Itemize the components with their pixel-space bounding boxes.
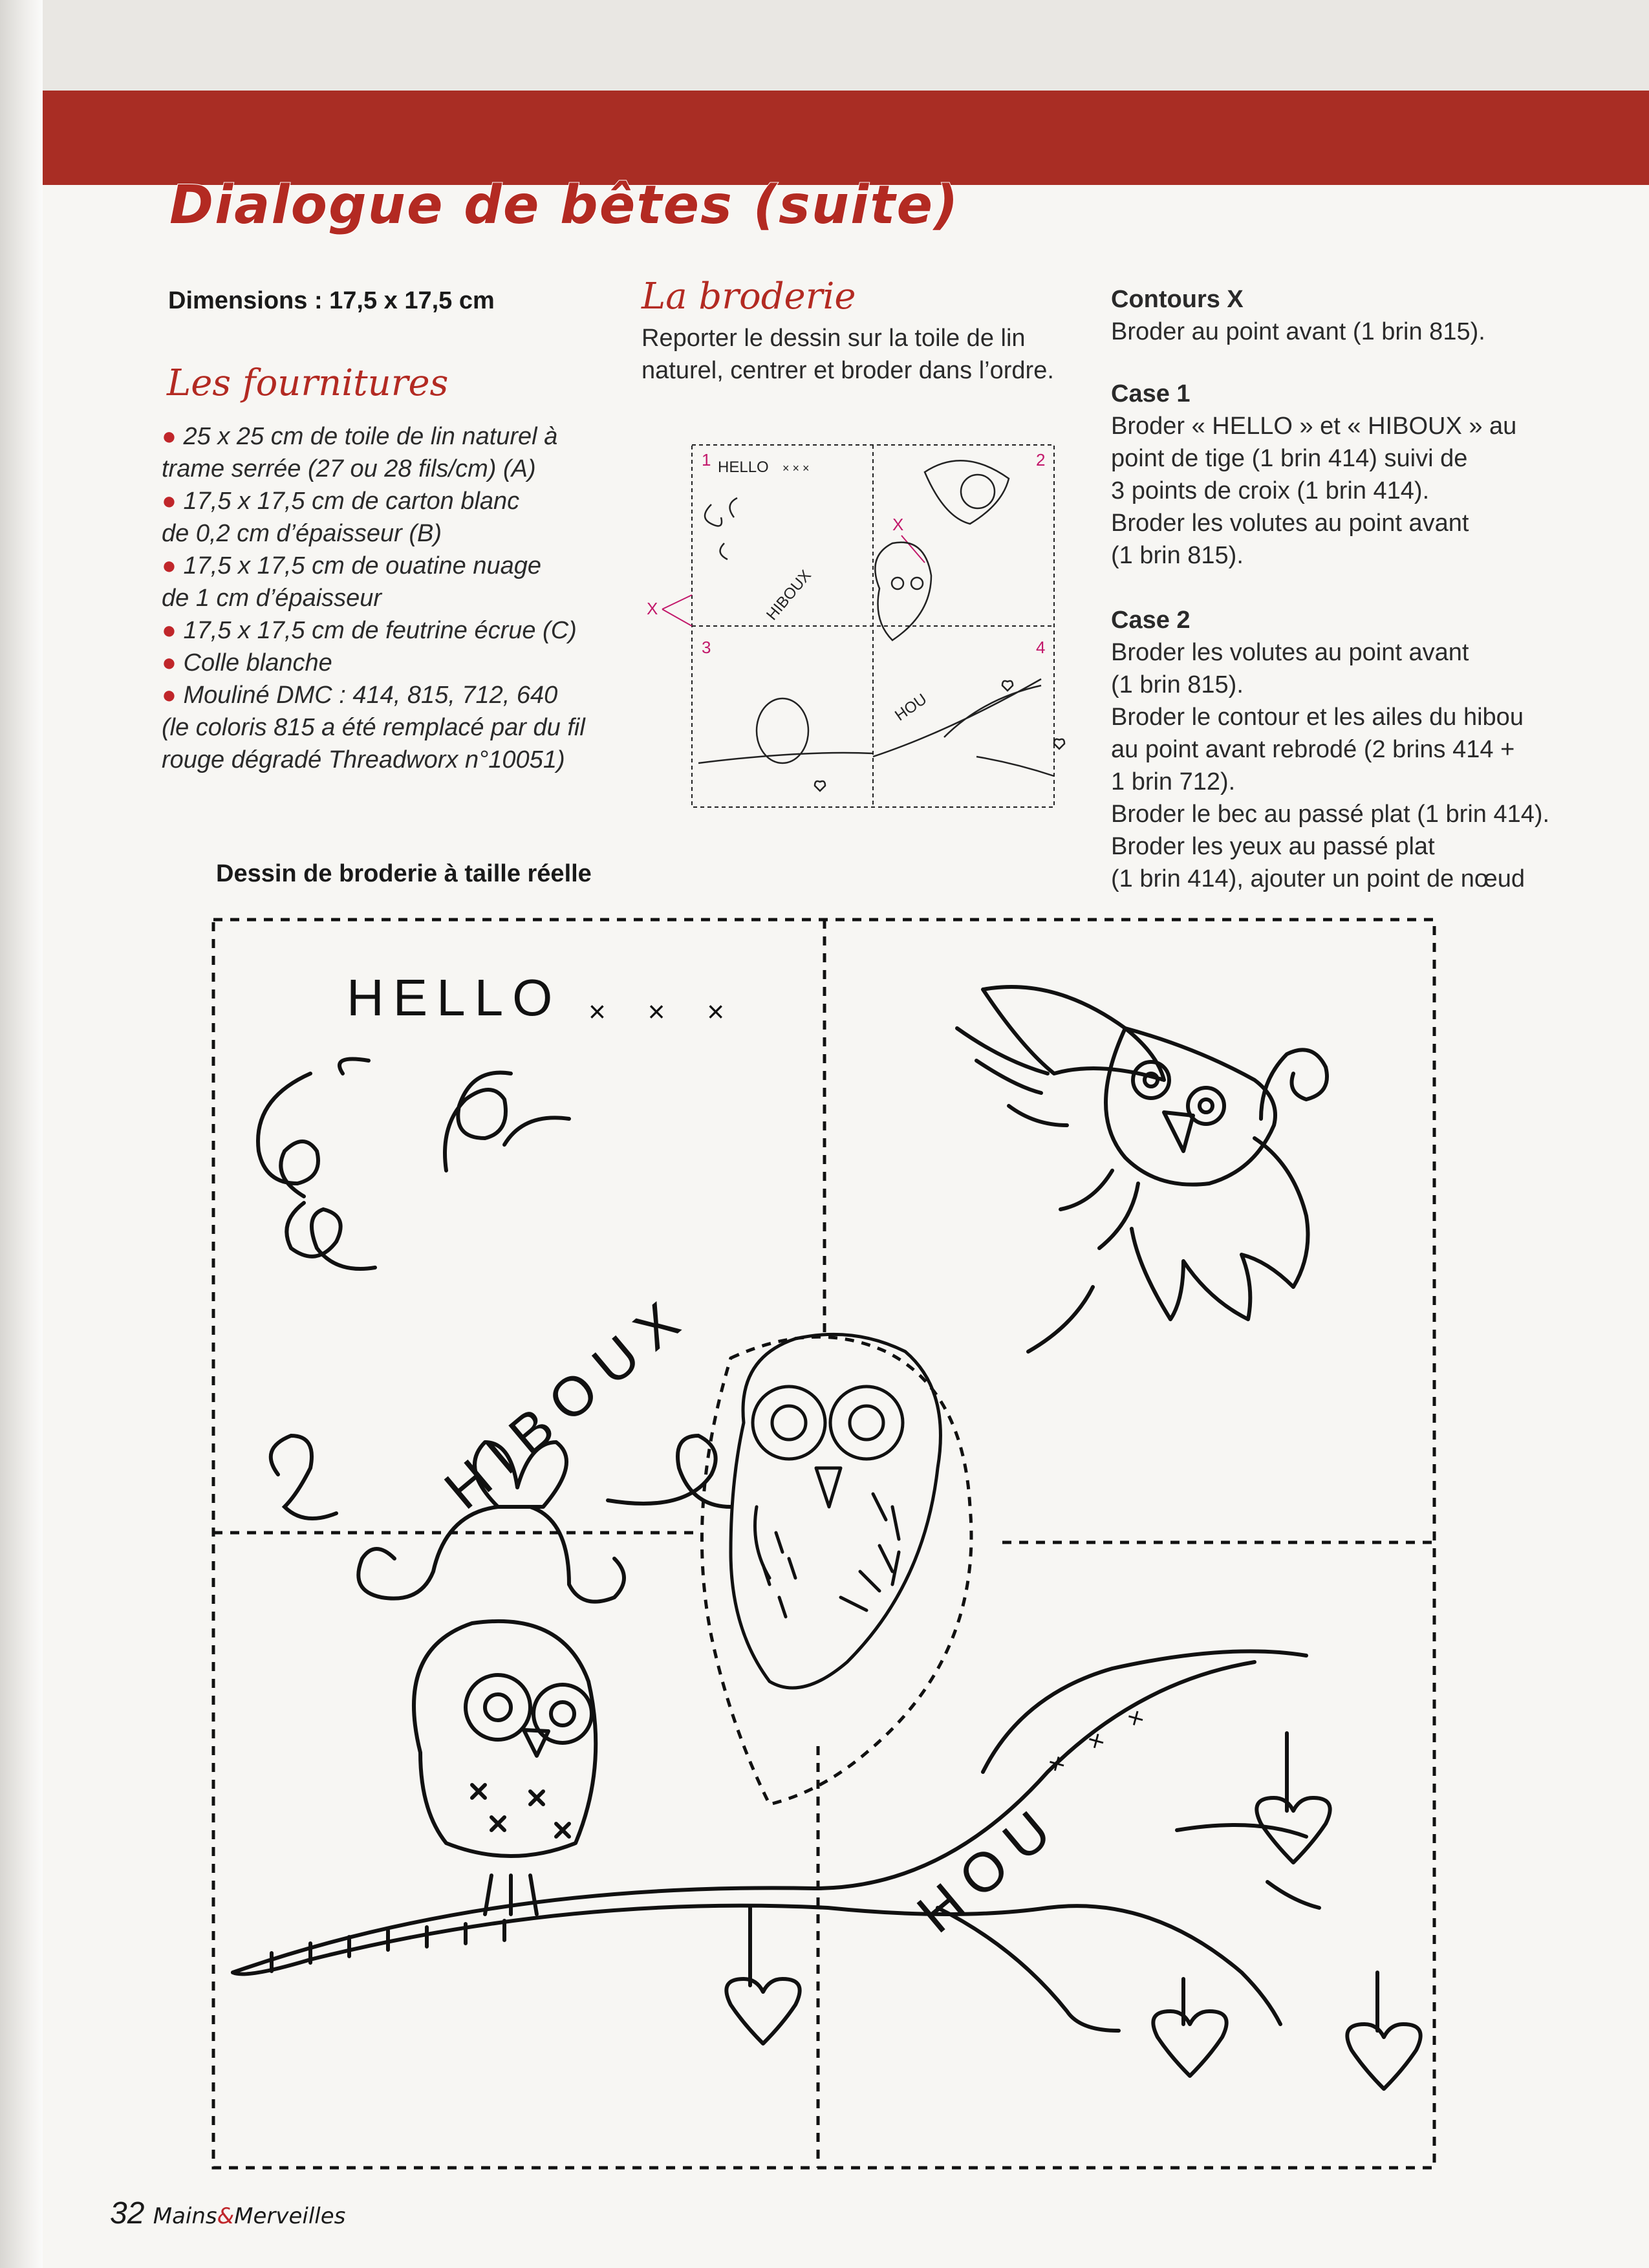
- case1-heading: Case 1: [1111, 380, 1191, 407]
- pattern-hou-text: HOU: [905, 1790, 1073, 1945]
- diagram-hiboux-text: HIBOUX: [763, 567, 815, 624]
- heart-4: [1347, 1972, 1420, 2089]
- bullet-dot-icon: ●: [162, 552, 184, 579]
- contours-section: [1111, 283, 1485, 348]
- supplies-item: [162, 679, 585, 711]
- case1-line: point de tige (1 brin 414) suivi de: [1111, 445, 1468, 472]
- supplies-item: [162, 744, 585, 776]
- header-banner: [43, 91, 1649, 185]
- embroidery-text-line-1: Reporter le dessin sur la toile de lin: [641, 325, 1026, 352]
- supplies-item-text: Colle blanche: [183, 649, 332, 676]
- diagram-label-x-owl: X: [892, 515, 904, 534]
- case2-line: au point avant rebrodé (2 brins 414 +: [1111, 736, 1515, 763]
- diagram-mini-drawings: [698, 460, 1064, 791]
- case1-line: 3 points de croix (1 brin 414).: [1111, 477, 1430, 504]
- brand-ampersand: &: [217, 2203, 235, 2229]
- supplies-heading: Les fournitures: [167, 362, 449, 404]
- branch-drawing: [233, 1651, 1319, 2031]
- case2-line: 1 brin 712).: [1111, 768, 1236, 795]
- heart-3: [1153, 1979, 1226, 2076]
- supplies-item-text: 17,5 x 17,5 cm de carton blanc: [183, 488, 520, 515]
- case1-line: Broder les volutes au point avant: [1111, 510, 1469, 537]
- supplies-item: [162, 614, 585, 647]
- bullet-dot-icon: ●: [162, 649, 184, 676]
- page-number: 32: [110, 2196, 145, 2230]
- supplies-item: [162, 711, 585, 744]
- pattern-xxx-text-1: × × ×: [588, 995, 742, 1028]
- supplies-item-text: trame serrée (27 ou 28 fils/cm) (A): [162, 455, 536, 482]
- pattern-hello-text: HELLO: [347, 969, 562, 1026]
- flying-owl-drawing: [957, 987, 1327, 1352]
- supplies-item: [162, 420, 585, 453]
- supplies-item-text: (le coloris 815 a été remplacé par du fil: [162, 714, 585, 741]
- case2-line: Broder les yeux au passé plat: [1111, 833, 1435, 860]
- supplies-item: [162, 647, 585, 679]
- diagram-label-x-contour: X: [647, 599, 658, 618]
- page-top-edge: [43, 0, 1649, 91]
- supplies-item: [162, 517, 585, 550]
- bullet-dot-icon: ●: [162, 682, 184, 709]
- supplies-item: [162, 582, 585, 614]
- brand-part-1: Mains: [153, 2203, 217, 2229]
- bullet-dot-icon: ●: [162, 617, 184, 644]
- supplies-item-text: de 0,2 cm d’épaisseur (B): [162, 520, 442, 547]
- magazine-brand: [153, 2203, 346, 2229]
- sitting-owl-drawing: [358, 1442, 624, 1914]
- heart-1: [726, 1908, 799, 2044]
- embroidery-pattern: [194, 912, 1455, 2179]
- diagram-label-3: 3: [702, 638, 711, 657]
- brand-part-2: Merveilles: [234, 2203, 346, 2229]
- heart-2: [1256, 1733, 1330, 1863]
- supplies-item-text: 17,5 x 17,5 cm de feutrine écrue (C): [183, 617, 577, 644]
- diagram-label-1: 1: [702, 450, 711, 470]
- hanging-hearts: [726, 1733, 1420, 2089]
- supplies-item: [162, 453, 585, 485]
- case1-line: Broder « HELLO » et « HIBOUX » au: [1111, 413, 1517, 440]
- contours-line: Broder au point avant (1 brin 815).: [1111, 318, 1485, 345]
- contours-heading: Contours X: [1111, 286, 1244, 313]
- case2-line: (1 brin 414), ajouter un point de nœud: [1111, 865, 1525, 892]
- placement-diagram: [640, 433, 1080, 821]
- case1-line: (1 brin 815).: [1111, 542, 1244, 569]
- page-title: Dialogue de bêtes (suite): [169, 175, 960, 236]
- embroidery-text-line-2: naturel, centrer et broder dans l’ordre.: [641, 357, 1054, 384]
- diagram-hou-text: HOU: [892, 690, 931, 725]
- case1-section: [1111, 378, 1516, 572]
- supplies-item: [162, 485, 585, 517]
- supplies-item-text: 17,5 x 17,5 cm de ouatine nuage: [183, 552, 542, 579]
- case2-line: Broder le contour et les ailes du hibou: [1111, 704, 1524, 731]
- bullet-dot-icon: ●: [162, 423, 184, 450]
- dimensions-text: Dimensions : 17,5 x 17,5 cm: [168, 287, 495, 314]
- diagram-label-4: 4: [1036, 638, 1046, 657]
- diagram-xxx-text: × × ×: [782, 462, 810, 475]
- center-owl-drawing: [731, 1334, 940, 1688]
- supplies-item-text: rouge dégradé Threadworx n°10051): [162, 746, 565, 773]
- pattern-xxx-text-2: × × ×: [1043, 1696, 1160, 1780]
- pattern-caption: Dessin de broderie à taille réelle: [216, 860, 592, 887]
- case2-line: Broder les volutes au point avant: [1111, 639, 1469, 666]
- bullet-dot-icon: ●: [162, 488, 184, 515]
- diagram-hello-text: HELLO: [718, 459, 769, 476]
- pattern-hiboux-text: HIBOUX: [433, 1281, 702, 1522]
- case2-line: Broder le bec au passé plat (1 brin 414).: [1111, 801, 1550, 828]
- page-footer: [110, 2196, 345, 2231]
- supplies-item-text: 25 x 25 cm de toile de lin naturel à: [183, 423, 558, 450]
- supplies-item-text: de 1 cm d’épaisseur: [162, 585, 382, 612]
- embroidery-heading: La broderie: [641, 275, 856, 318]
- book-spine: [0, 0, 43, 2268]
- case2-section: [1111, 604, 1549, 895]
- supplies-list: [162, 420, 585, 776]
- supplies-item: [162, 550, 585, 582]
- diagram-label-2: 2: [1036, 450, 1046, 470]
- supplies-item-text: Mouliné DMC : 414, 815, 712, 640: [183, 682, 558, 709]
- case2-line: (1 brin 815).: [1111, 671, 1244, 698]
- case2-heading: Case 2: [1111, 607, 1191, 634]
